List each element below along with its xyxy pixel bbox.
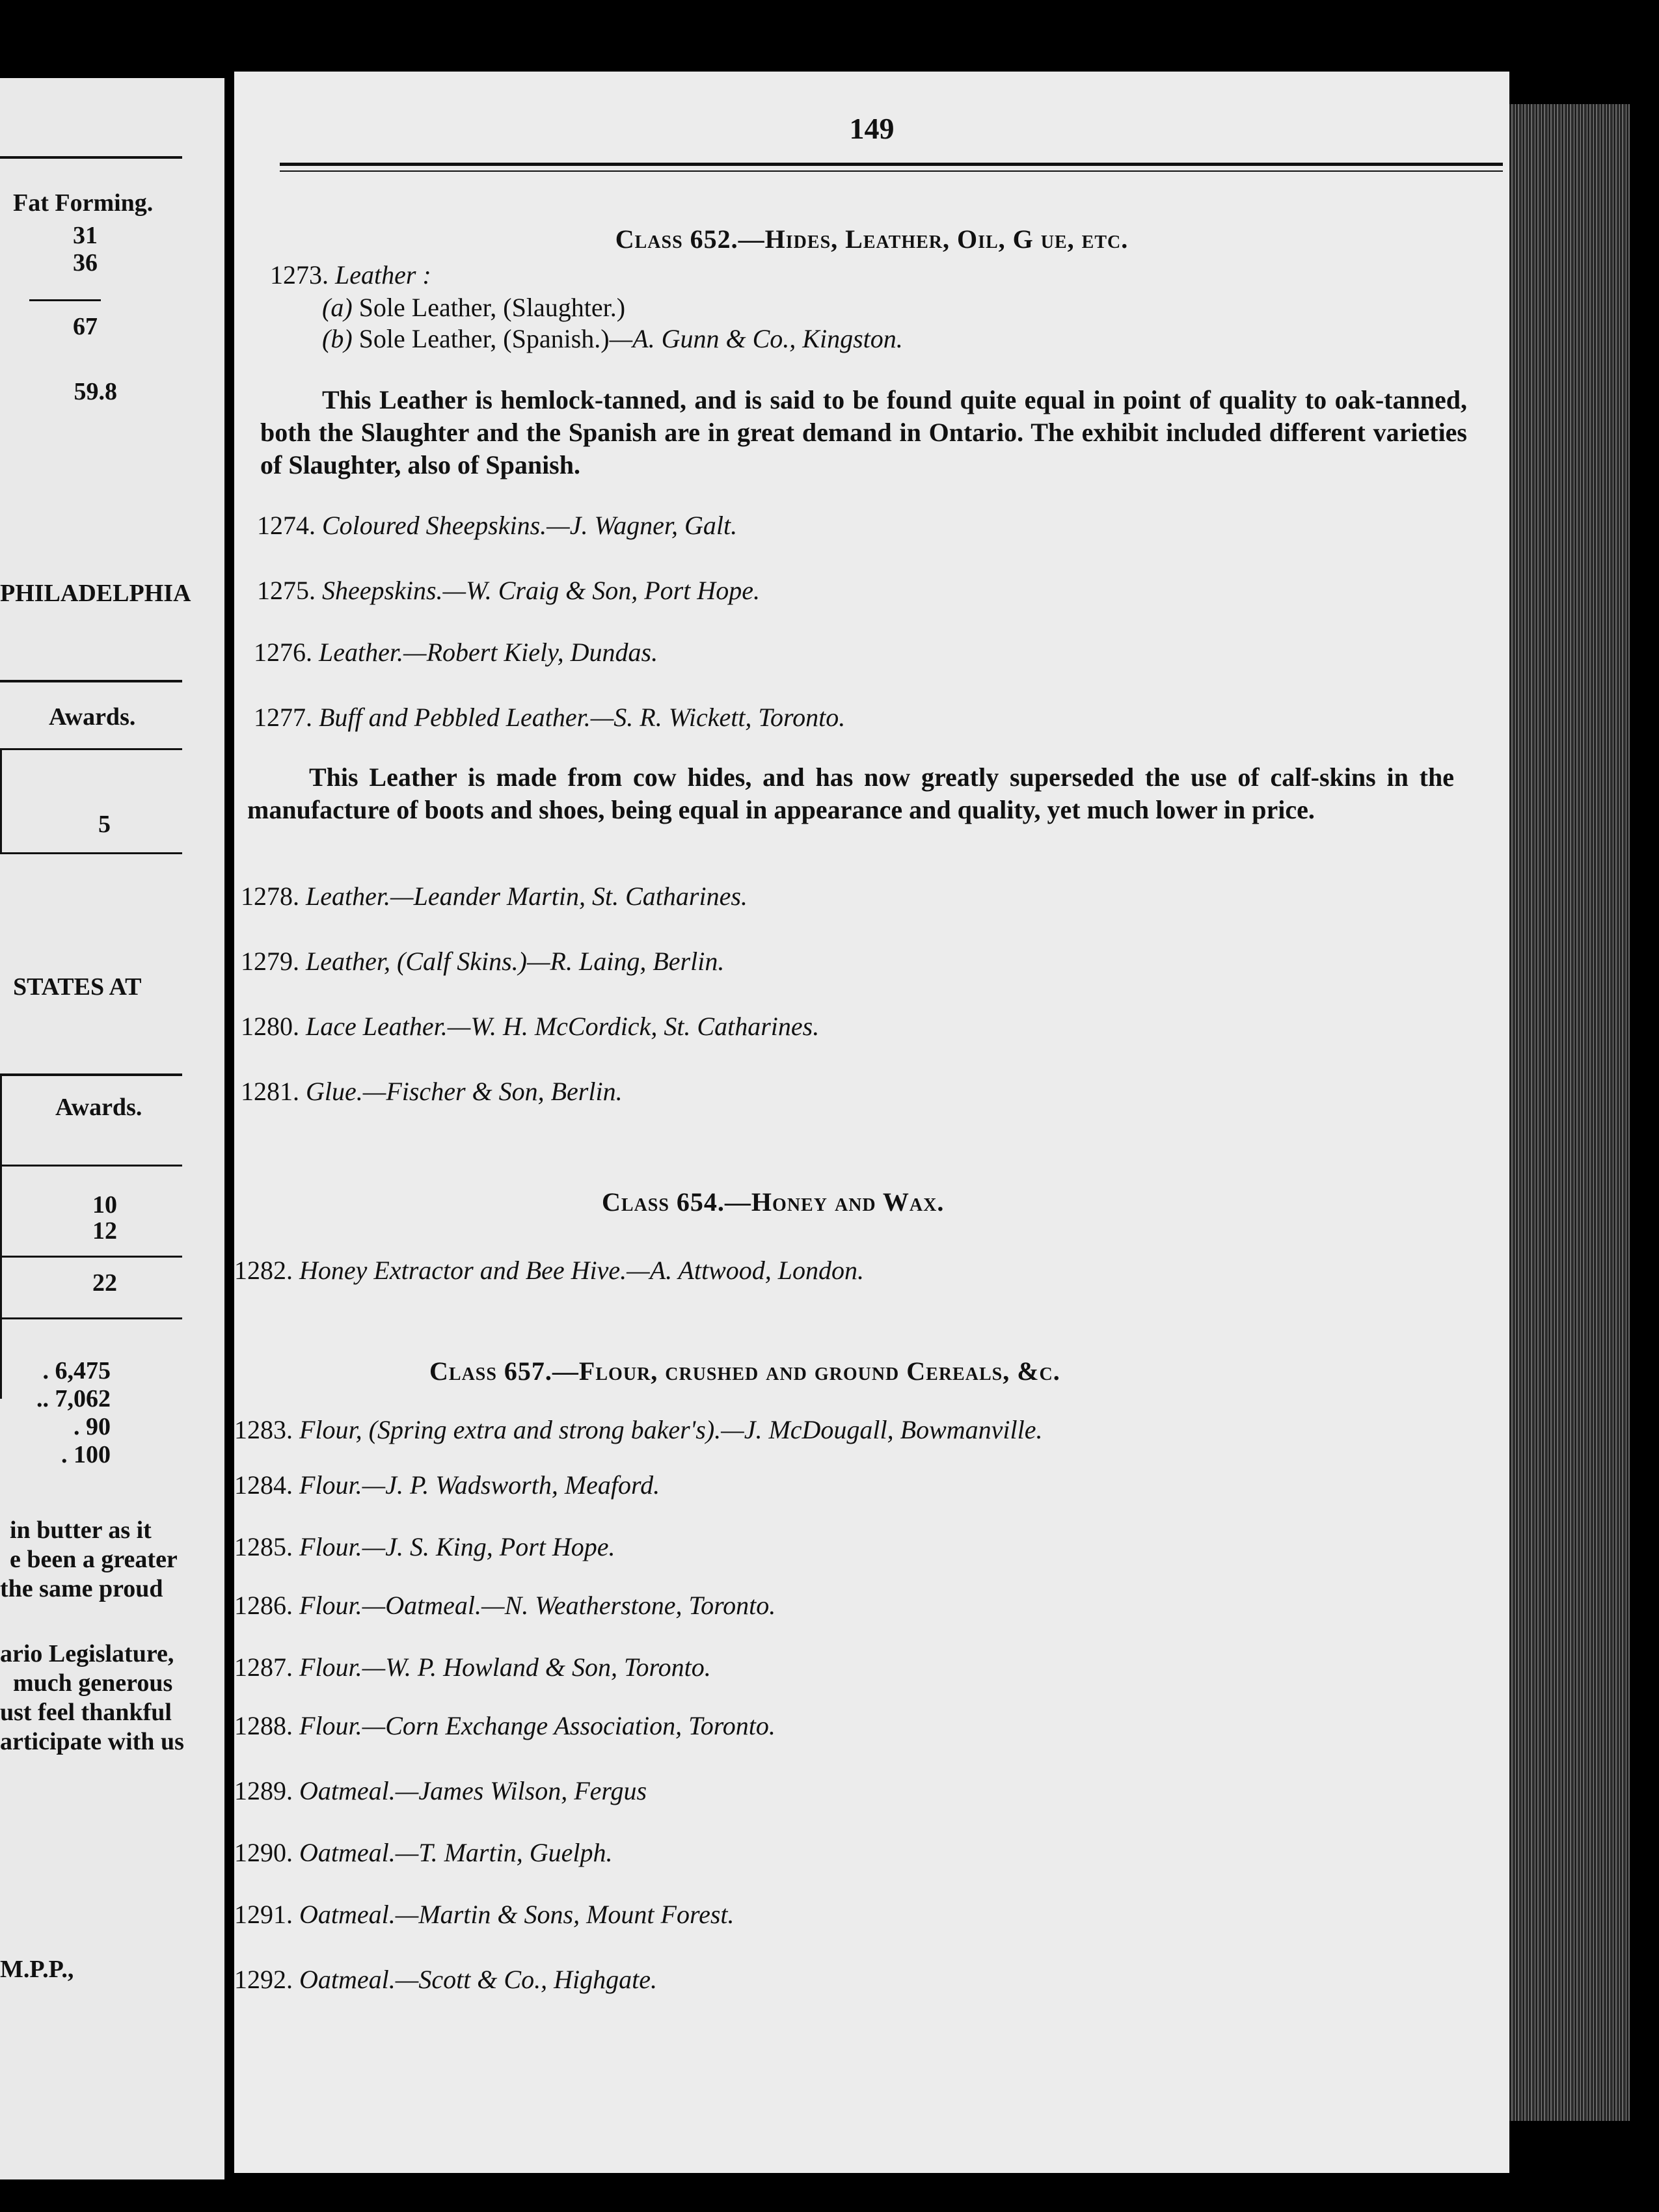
item-text: Leather, (Calf Skins.)—R. Laing, Berlin. — [306, 947, 725, 976]
dotted-value-4: . 100 — [61, 1441, 111, 1468]
sub-item-a — [322, 293, 625, 323]
fat-total: 67 — [73, 313, 98, 340]
awards2-total: 22 — [92, 1269, 117, 1297]
top-rule — [0, 156, 182, 159]
awards1-mid-rule — [0, 748, 182, 750]
sub-text: Sole Leather, (Spanish.) — [358, 324, 610, 353]
item-number: 1290. — [234, 1838, 293, 1867]
item-1283 — [234, 1415, 1043, 1445]
sum-rule — [29, 299, 101, 301]
left-text-line-2: e been a greater — [10, 1546, 178, 1573]
book-page-edge — [1509, 104, 1630, 2121]
item-1289 — [234, 1776, 647, 1806]
item-1274 — [257, 511, 737, 541]
item-text: Leather.—Leander Martin, St. Catharines. — [306, 882, 748, 911]
item-1290 — [234, 1838, 612, 1868]
item-1284 — [234, 1470, 660, 1500]
sub-label: (a) — [322, 293, 353, 322]
awards1-left-rule — [0, 748, 2, 852]
awards2-value-1: 10 — [92, 1191, 117, 1219]
item-1276 — [254, 638, 658, 668]
item-text: Leather.—Robert Kiely, Dundas. — [319, 638, 658, 667]
item-1281 — [241, 1077, 623, 1107]
header-rule-thick — [280, 163, 1503, 166]
item-text: Oatmeal.—Martin & Sons, Mount Forest. — [299, 1900, 735, 1929]
sub-item-b — [322, 324, 903, 354]
item-number: 1274. — [257, 511, 316, 540]
item-text: Honey Extractor and Bee Hive.—A. Attwood, London. — [299, 1256, 865, 1285]
awards1-top-rule — [0, 680, 182, 682]
fat-forming-header: Fat Forming. — [13, 189, 154, 217]
awards1-header: Awards. — [49, 703, 136, 731]
left-text-line-7: articipate with us — [0, 1728, 184, 1755]
item-number: 1278. — [241, 882, 299, 911]
section-philadelphia: PHILADELPHIA — [0, 580, 191, 607]
item-number: 1292. — [234, 1965, 293, 1994]
item-text: Flour.—W. P. Howland & Son, Toronto. — [299, 1652, 711, 1682]
sub-exhibitor: —A. Gunn & Co., Kingston. — [609, 324, 903, 353]
item-number: 1279. — [241, 947, 299, 976]
right-page — [234, 72, 1509, 2173]
item-1292 — [234, 1965, 657, 1995]
item-number: 1285. — [234, 1532, 293, 1561]
paragraph-hemlock-leather: This Leather is hemlock-tanned, and is said to be found quite equal in point of quality to oak-tanned, both the Slaughter and the Spanish are in great demand in Ontario. The exhibit included different varieties of Slaughter, also of Spanish. — [260, 385, 1467, 479]
paragraph-cow-hides: This Leather is made from cow hides, and has now greatly superseded the use of calf-skins in the manufacture of boots and shoes, being equal in appearance and quality, yet much lower in price. — [247, 762, 1454, 824]
sub-text: Sole Leather, (Slaughter.) — [358, 293, 626, 322]
item-1275 — [257, 576, 760, 606]
item-text: Flour.—Corn Exchange Association, Toronto. — [299, 1711, 776, 1740]
item-text: Lace Leather.—W. H. McCordick, St. Catharines. — [306, 1012, 820, 1041]
item-1286 — [234, 1591, 776, 1621]
awards2-bottom-rule — [0, 1317, 182, 1319]
item-text: Oatmeal.—James Wilson, Fergus — [299, 1776, 647, 1805]
item-text: Buff and Pebbled Leather.—S. R. Wickett, Toronto. — [319, 703, 846, 732]
fat-value-2: 36 — [73, 249, 98, 276]
awards2-mid-rule — [0, 1165, 182, 1167]
left-text-line-6: ust feel thankful — [0, 1699, 172, 1726]
awards2-value-2: 12 — [92, 1217, 117, 1245]
awards2-header: Awards. — [55, 1094, 142, 1121]
item-number: 1273. — [270, 260, 329, 290]
awards1-bottom-rule — [0, 852, 182, 854]
item-text: Sheepskins.—W. Craig & Son, Port Hope. — [322, 576, 760, 605]
section-states-at: STATES AT — [13, 973, 142, 1001]
item-text: Flour.—Oatmeal.—N. Weatherstone, Toronto. — [299, 1591, 776, 1620]
class-652-heading: Class 652.—Hides, Leather, Oil, G ue, etc. — [615, 224, 1129, 254]
left-text-line-4: ario Legislature, — [0, 1640, 174, 1667]
left-text-line-3: the same proud — [0, 1575, 163, 1602]
item-1279 — [241, 947, 724, 977]
item-number: 1283. — [234, 1415, 293, 1444]
item-text: Coloured Sheepskins.—J. Wagner, Galt. — [322, 511, 738, 540]
item-1282 — [234, 1256, 864, 1286]
dotted-value-2: .. 7,062 — [36, 1385, 111, 1412]
sub-label: (b) — [322, 324, 353, 353]
item-1273 — [270, 260, 431, 290]
item-text: Oatmeal.—T. Martin, Guelph. — [299, 1838, 613, 1867]
item-number: 1291. — [234, 1900, 293, 1929]
item-number: 1288. — [234, 1711, 293, 1740]
item-title: Leather : — [335, 260, 431, 290]
awards1-value: 5 — [98, 811, 111, 838]
item-number: 1289. — [234, 1776, 293, 1805]
item-1287 — [234, 1652, 711, 1682]
class-657-heading: Class 657.—Flour, crushed and ground Cereals, &c. — [429, 1356, 1060, 1386]
item-1291 — [234, 1900, 735, 1930]
item-text: Glue.—Fischer & Son, Berlin. — [306, 1077, 623, 1106]
item-number: 1284. — [234, 1470, 293, 1500]
class-654-heading: Class 654.—Honey and Wax. — [602, 1187, 945, 1217]
awards2-sum-rule — [0, 1256, 182, 1258]
dotted-value-1: . 6,475 — [42, 1357, 111, 1384]
item-1278 — [241, 882, 748, 911]
item-number: 1287. — [234, 1652, 293, 1682]
item-number: 1277. — [254, 703, 312, 732]
item-1285 — [234, 1532, 615, 1562]
fat-value-1: 31 — [73, 222, 98, 249]
dotted-value-3: . 90 — [74, 1413, 111, 1440]
item-text: Flour.—J. P. Wadsworth, Meaford. — [299, 1470, 660, 1500]
item-text: Oatmeal.—Scott & Co., Highgate. — [299, 1965, 657, 1994]
item-number: 1281. — [241, 1077, 299, 1106]
left-text-line-1: in butter as it — [10, 1517, 152, 1544]
item-number: 1282. — [234, 1256, 293, 1285]
header-rule-thin — [280, 170, 1503, 172]
item-1280 — [241, 1012, 819, 1042]
item-1277 — [254, 703, 845, 733]
fat-average: 59.8 — [74, 378, 117, 405]
item-number: 1280. — [241, 1012, 299, 1041]
page-number: 149 — [849, 112, 895, 145]
awards2-left-rule — [0, 1073, 2, 1399]
item-number: 1276. — [254, 638, 312, 667]
item-1288 — [234, 1711, 776, 1741]
awards2-top-rule — [0, 1073, 182, 1076]
item-text: Flour.—J. S. King, Port Hope. — [299, 1532, 615, 1561]
item-number: 1275. — [257, 576, 316, 605]
left-page — [0, 78, 224, 2179]
left-text-line-5: much generous — [13, 1669, 173, 1697]
left-signature: M.P.P., — [0, 1956, 74, 1983]
item-text: Flour, (Spring extra and strong baker's).—J. McDougall, Bowmanville. — [299, 1415, 1043, 1444]
item-number: 1286. — [234, 1591, 293, 1620]
